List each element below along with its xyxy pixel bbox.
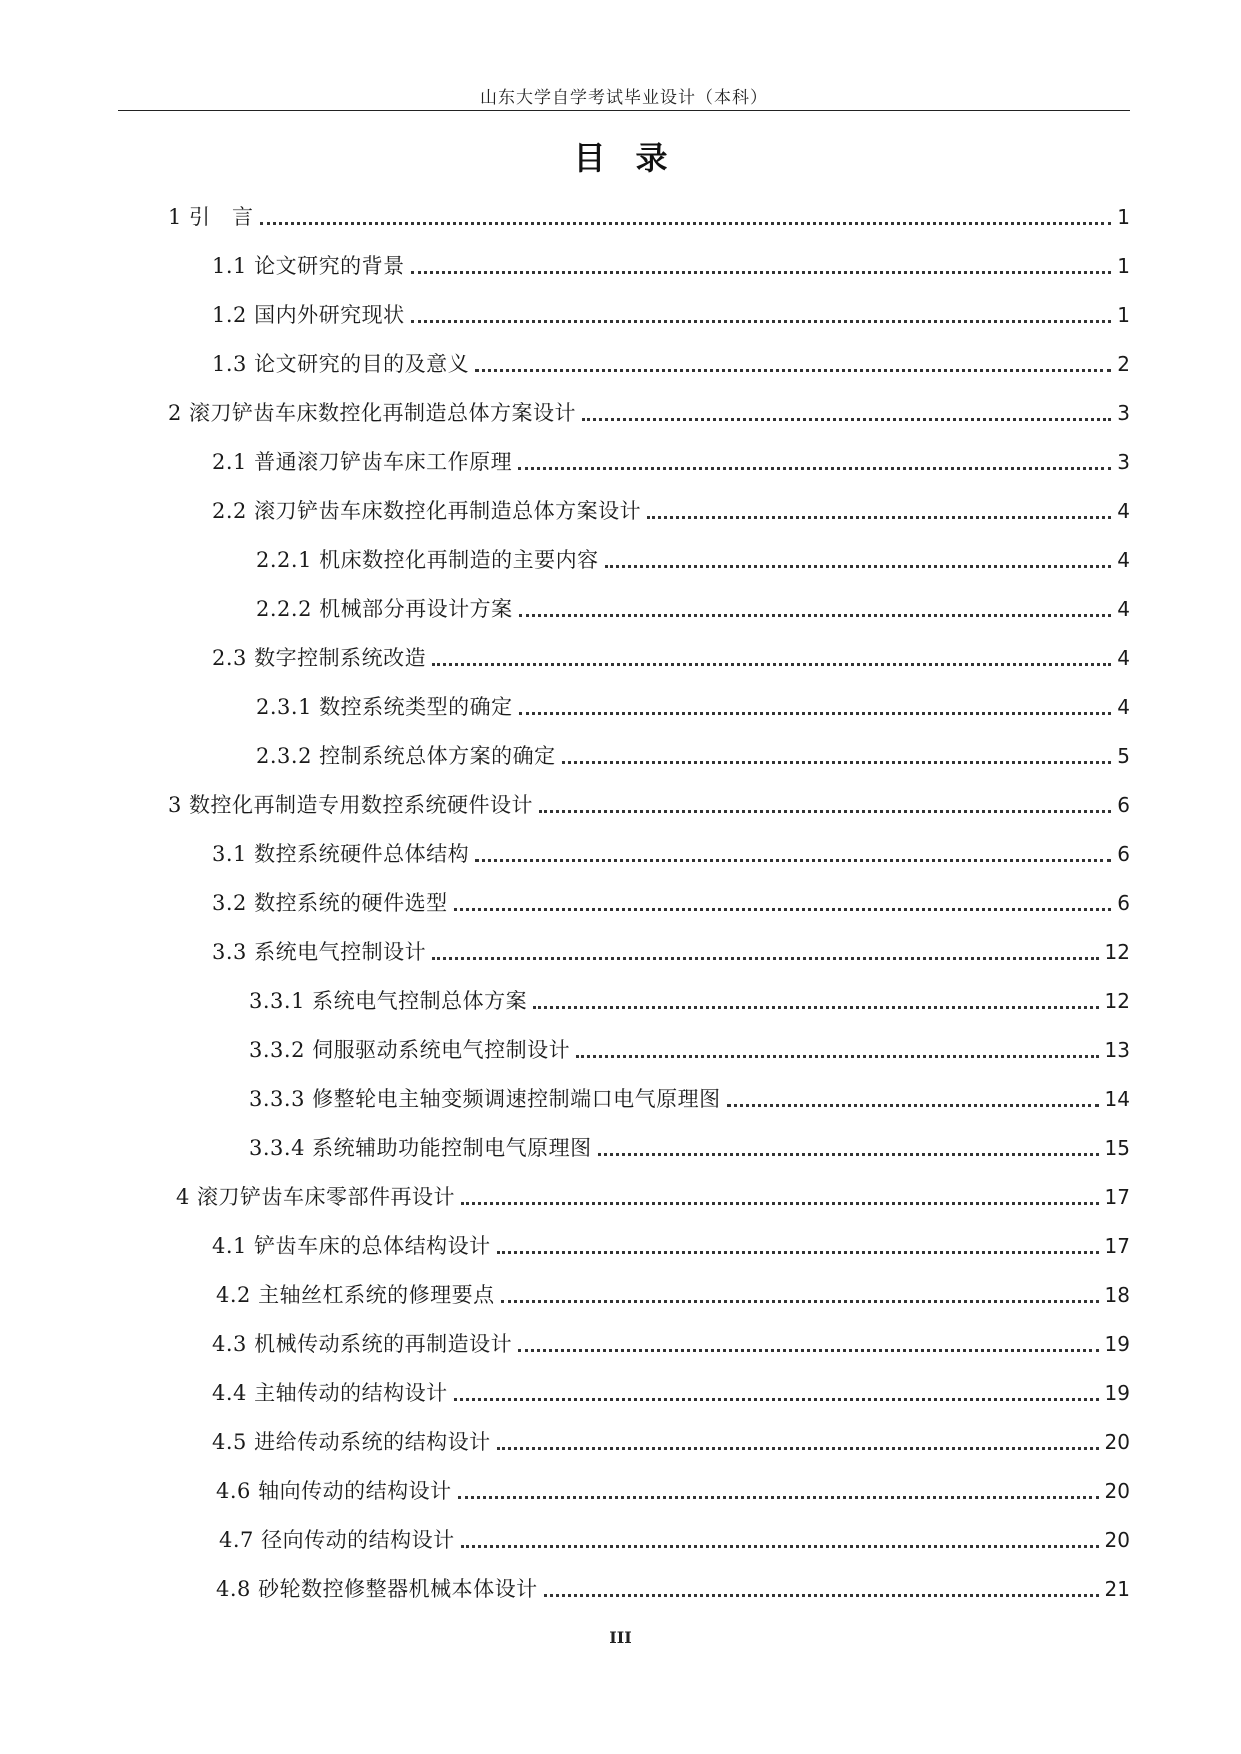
toc-entry[interactable] — [212, 1325, 1130, 1359]
toc-entry-title: 2.3 数字控制系统改造 — [212, 646, 427, 670]
toc-entry-page: 15 — [1104, 1136, 1130, 1160]
toc-entry-title: 2.1 普通滚刀铲齿车床工作原理 — [212, 450, 513, 474]
toc-entry[interactable] — [212, 639, 1130, 673]
toc-leader-dots — [454, 908, 1112, 911]
toc-entry[interactable] — [256, 541, 1130, 575]
toc-entry-page: 3 — [1117, 401, 1130, 425]
toc-entry[interactable] — [216, 1570, 1130, 1604]
toc-entry-page: 3 — [1117, 450, 1130, 474]
toc-entry-title: 4.7 径向传动的结构设计 — [219, 1528, 455, 1552]
toc-entry-page: 4 — [1117, 499, 1130, 523]
toc-leader-dots — [582, 418, 1111, 421]
toc-entry-page: 12 — [1104, 989, 1130, 1013]
toc-entry-page: 4 — [1117, 646, 1130, 670]
toc-leader-dots — [539, 810, 1111, 813]
toc-leader-dots — [411, 320, 1112, 323]
toc-leader-dots — [544, 1594, 1099, 1597]
toc-entry-page: 4 — [1117, 597, 1130, 621]
toc-leader-dots — [647, 516, 1111, 519]
toc-entry-title: 3.3.3 修整轮电主轴变频调速控制端口电气原理图 — [249, 1087, 721, 1111]
toc-entry-title: 3.2 数控系统的硬件选型 — [212, 891, 448, 915]
toc-entry-page: 4 — [1117, 695, 1130, 719]
toc-entry-page: 19 — [1104, 1381, 1130, 1405]
toc-entry[interactable] — [249, 1129, 1130, 1163]
toc-leader-dots — [562, 761, 1112, 764]
toc-entry[interactable] — [256, 688, 1130, 722]
toc-entry-page: 2 — [1117, 352, 1130, 376]
toc-leader-dots — [454, 1398, 1099, 1401]
running-header: 山东大学自学考试毕业设计（本科） — [480, 88, 768, 108]
toc-entry-title: 2.3.1 数控系统类型的确定 — [256, 695, 513, 719]
toc-entry-title: 4 滚刀铲齿车床零部件再设计 — [176, 1185, 456, 1209]
toc-leader-dots — [605, 565, 1112, 568]
toc-entry-page: 20 — [1104, 1528, 1130, 1552]
toc-entry[interactable] — [212, 1374, 1130, 1408]
toc-entry-title: 4.8 砂轮数控修整器机械本体设计 — [216, 1577, 538, 1601]
toc-entry[interactable] — [212, 443, 1130, 477]
toc-entry-page: 17 — [1104, 1234, 1130, 1258]
toc-leader-dots — [518, 1349, 1098, 1352]
toc-entry[interactable] — [216, 1276, 1130, 1310]
toc-entry-title: 3.3.2 伺服驱动系统电气控制设计 — [249, 1038, 571, 1062]
toc-entry[interactable] — [256, 590, 1130, 624]
toc-entry[interactable] — [168, 786, 1130, 820]
toc-leader-dots — [260, 222, 1112, 225]
toc-entry-title: 4.4 主轴传动的结构设计 — [212, 1381, 448, 1405]
toc-entry[interactable] — [219, 1521, 1130, 1555]
toc-entry[interactable] — [249, 1080, 1130, 1114]
toc-entry[interactable] — [212, 835, 1130, 869]
toc-entry-page: 17 — [1104, 1185, 1130, 1209]
toc-entry-title: 1.1 论文研究的背景 — [212, 254, 405, 278]
toc-entry-page: 6 — [1117, 891, 1130, 915]
toc-leader-dots — [475, 369, 1111, 372]
toc-entry[interactable] — [212, 1423, 1130, 1457]
toc-entry-page: 1 — [1117, 205, 1130, 229]
toc-leader-dots — [432, 957, 1098, 960]
toc-entry-title: 3.3 系统电气控制设计 — [212, 940, 427, 964]
toc-entry-page: 14 — [1104, 1087, 1130, 1111]
toc-entry[interactable] — [168, 394, 1130, 428]
toc-leader-dots — [576, 1055, 1098, 1058]
toc-entry-title: 4.6 轴向传动的结构设计 — [216, 1479, 452, 1503]
toc-entry[interactable] — [176, 1178, 1130, 1212]
toc-entry-title: 3 数控化再制造专用数控系统硬件设计 — [168, 793, 534, 817]
toc-entry-page: 19 — [1104, 1332, 1130, 1356]
toc-entry[interactable] — [212, 345, 1130, 379]
toc-entry-page: 4 — [1117, 548, 1130, 572]
toc-entry-page: 21 — [1104, 1577, 1130, 1601]
toc-leader-dots — [461, 1545, 1099, 1548]
toc-entry[interactable] — [249, 982, 1130, 1016]
toc-leader-dots — [411, 271, 1112, 274]
toc-entry-title: 1.3 论文研究的目的及意义 — [212, 352, 470, 376]
toc-entry[interactable] — [212, 1227, 1130, 1261]
page-number: III — [609, 1628, 632, 1647]
toc-entry-title: 2.2.2 机械部分再设计方案 — [256, 597, 513, 621]
toc-entry[interactable] — [212, 933, 1130, 967]
toc-entry-page: 18 — [1104, 1283, 1130, 1307]
toc-entry-page: 5 — [1117, 744, 1130, 768]
toc-entry[interactable] — [212, 247, 1130, 281]
toc-leader-dots — [432, 663, 1111, 666]
toc-entry-title: 1.2 国内外研究现状 — [212, 303, 405, 327]
toc-entry-page: 1 — [1117, 303, 1130, 327]
toc-leader-dots — [519, 712, 1112, 715]
toc-entry[interactable] — [256, 737, 1130, 771]
toc-leader-dots — [598, 1153, 1099, 1156]
toc-entry-page: 6 — [1117, 842, 1130, 866]
toc-entry[interactable] — [249, 1031, 1130, 1065]
toc-entry-title: 4.5 进给传动系统的结构设计 — [212, 1430, 491, 1454]
toc-entry[interactable] — [212, 884, 1130, 918]
toc-leader-dots — [497, 1447, 1099, 1450]
toc-entry-page: 20 — [1104, 1430, 1130, 1454]
toc-leader-dots — [518, 467, 1111, 470]
toc-leader-dots — [458, 1496, 1099, 1499]
toc-entry-page: 13 — [1104, 1038, 1130, 1062]
toc-entry[interactable] — [212, 492, 1130, 526]
toc-entry-title: 3.1 数控系统硬件总体结构 — [212, 842, 470, 866]
toc-entry-page: 1 — [1117, 254, 1130, 278]
toc-entry[interactable] — [168, 198, 1130, 232]
toc-leader-dots — [519, 614, 1112, 617]
toc-leader-dots — [501, 1300, 1099, 1303]
toc-entry-title: 4.1 铲齿车床的总体结构设计 — [212, 1234, 491, 1258]
toc-entry-title: 2 滚刀铲齿车床数控化再制造总体方案设计 — [168, 401, 577, 425]
toc-leader-dots — [727, 1104, 1099, 1107]
toc-entry-title: 4.3 机械传动系统的再制造设计 — [212, 1332, 513, 1356]
toc-leader-dots — [461, 1202, 1099, 1205]
toc-leader-dots — [475, 859, 1111, 862]
toc-entry-page: 6 — [1117, 793, 1130, 817]
toc-entry-page: 12 — [1104, 940, 1130, 964]
toc-entry-title: 2.3.2 控制系统总体方案的确定 — [256, 744, 556, 768]
toc-entry-title: 3.3.4 系统辅助功能控制电气原理图 — [249, 1136, 592, 1160]
toc-entry[interactable] — [216, 1472, 1130, 1506]
toc-entry[interactable] — [212, 296, 1130, 330]
toc-entry-title: 1 引 言 — [168, 205, 254, 229]
toc-entry-page: 20 — [1104, 1479, 1130, 1503]
toc-entry-title: 3.3.1 系统电气控制总体方案 — [249, 989, 528, 1013]
page-title: 目录 — [573, 139, 698, 177]
toc-leader-dots — [533, 1006, 1098, 1009]
toc-entry-title: 2.2 滚刀铲齿车床数控化再制造总体方案设计 — [212, 499, 642, 523]
toc-entry-title: 4.2 主轴丝杠系统的修理要点 — [216, 1283, 495, 1307]
toc-leader-dots — [497, 1251, 1099, 1254]
toc-entry-title: 2.2.1 机床数控化再制造的主要内容 — [256, 548, 599, 572]
